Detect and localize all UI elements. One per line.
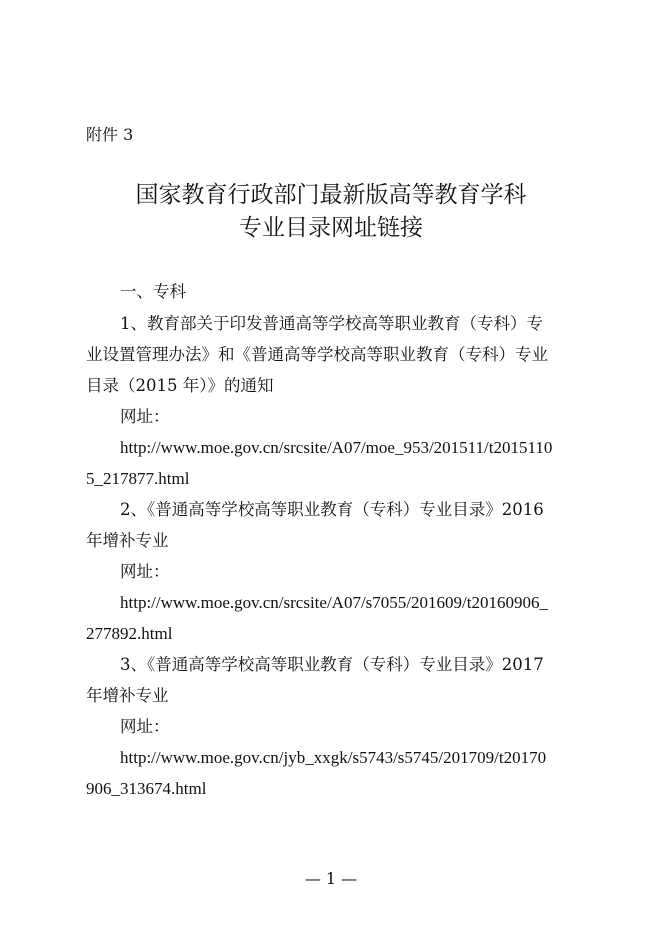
item-3-line-2: 年增补专业: [86, 686, 169, 705]
item-1-line-3: 目录（2015 年）》的通知: [86, 376, 274, 395]
item-3-line-1: 3、《普通高等学校高等职业教育（专科）专业目录》2017: [120, 655, 544, 674]
item-2-url-label: 网址：: [120, 562, 170, 581]
item-3-url-line-1[interactable]: http://www.moe.gov.cn/jyb_xxgk/s5743/s5745/201709/t20170: [120, 748, 547, 767]
section-heading: 一、专科: [120, 282, 186, 301]
item-1-url-line-2[interactable]: 5_217877.html: [86, 469, 190, 488]
document-title-line-2: 专业目录网址链接: [239, 215, 423, 241]
page-number: — 1 —: [304, 869, 358, 888]
item-1-url-line-1[interactable]: http://www.moe.gov.cn/srcsite/A07/moe_953/201511/t2015110: [120, 438, 553, 457]
document-title-line-1: 国家教育行政部门最新版高等教育学科: [135, 182, 527, 208]
item-3-url-label: 网址：: [120, 717, 170, 736]
attachment-label: 附件 3: [86, 125, 134, 144]
item-2-line-1: 2、《普通高等学校高等职业教育（专科）专业目录》2016: [120, 500, 544, 519]
item-2-url-line-1[interactable]: http://www.moe.gov.cn/srcsite/A07/s7055/201609/t20160906_: [120, 593, 548, 612]
item-2-line-2: 年增补专业: [86, 531, 169, 550]
item-2-url-line-2[interactable]: 277892.html: [86, 624, 173, 643]
item-1-url-label: 网址：: [120, 407, 170, 426]
item-1-line-2: 业设置管理办法》和《普通高等学校高等职业教育（专科）专业: [86, 345, 548, 364]
item-1-line-1: 1、教育部关于印发普通高等学校高等职业教育（专科）专: [120, 314, 543, 333]
item-3-url-line-2[interactable]: 906_313674.html: [86, 779, 207, 798]
